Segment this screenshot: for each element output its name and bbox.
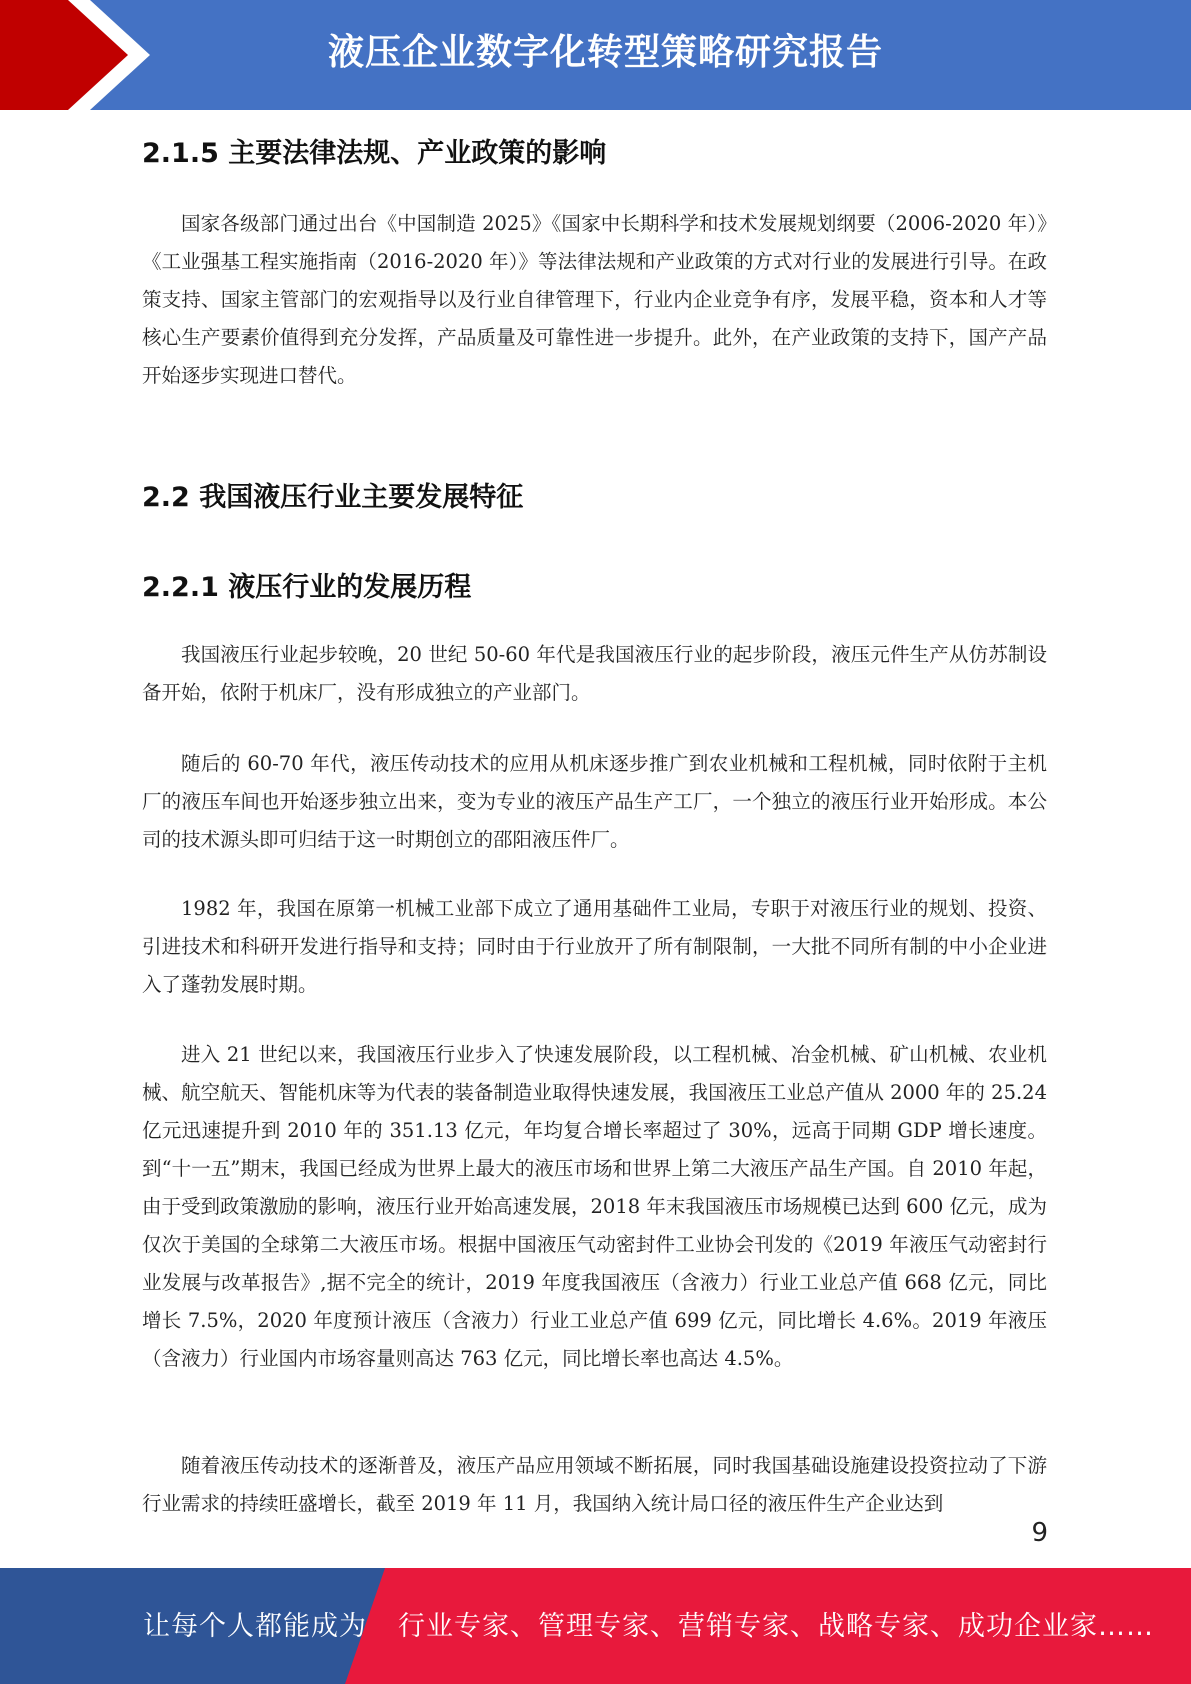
page-footer — [0, 1568, 1191, 1684]
footer-slogan-left: 让每个人都能成为 — [143, 1611, 367, 1642]
footer-slogan-right: 行业专家、管理专家、营销专家、战略专家、成功企业家…… — [398, 1611, 1154, 1642]
paragraph-history-3: 1982 年，我国在原第一机械工业部下成立了通用基础件工业局，专职于对液压行业的规划、投资、引进技术和科研开发进行指导和支持；同时由于行业放开了所有制限制，一大批不同所有制的中小企业进入了蓬勃发展时期。 — [142, 897, 1047, 996]
paragraph-history-1: 我国液压行业起步较晚，20 世纪 50-60 年代是我国液压行业的起步阶段，液压元件生产从仿苏制设备开始，依附于机床厂，没有形成独立的产业部门。 — [142, 643, 1047, 704]
report-title: 液压企业数字化转型策略研究报告 — [327, 32, 883, 73]
page-number: 9 — [1031, 1518, 1048, 1548]
paragraph-policy-impact: 国家各级部门通过出台《中国制造 2025》《国家中长期科学和技术发展规划纲要（2006-2020 年）》《工业强基工程实施指南（2016-2020 年）》等法律法规和产业政策的方式对行业的发展进行引导。在政策支持、国家主管部门的宏观指导以及行业自律管理下，行业内企业竞争有序，发展平稳，资本和人才等核心生产要素价值得到充分发挥，产品质量及可靠性进一步提升。此外，在产业政策的支持下，国产产品开始逐步实现进口替代。 — [142, 212, 1047, 387]
section-heading-2-2: 2.2 我国液压行业主要发展特征 — [142, 482, 524, 513]
section-heading-2-1-5: 2.1.5 主要法律法规、产业政策的影响 — [142, 138, 607, 169]
paragraph-history-5: 随着液压传动技术的逐渐普及，液压产品应用领域不断拓展，同时我国基础设施建设投资拉动了下游行业需求的持续旺盛增长，截至 2019 年 11 月，我国纳入统计局口径的液压件生产企业达到 — [142, 1454, 1047, 1515]
page-header — [0, 0, 1191, 110]
paragraph-history-2: 随后的 60-70 年代，液压传动技术的应用从机床逐步推广到农业机械和工程机械，同时依附于主机厂的液压车间也开始逐步独立出来，变为专业的液压产品生产工厂，一个独立的液压行业开始形成。本公司的技术源头即可归结于这一时期创立的邵阳液压件厂。 — [142, 752, 1047, 851]
section-heading-2-2-1: 2.2.1 液压行业的发展历程 — [142, 572, 472, 603]
paragraph-history-4: 进入 21 世纪以来，我国液压行业步入了快速发展阶段，以工程机械、冶金机械、矿山机械、农业机械、航空航天、智能机床等为代表的装备制造业取得快速发展，我国液压工业总产值从 2000 年的 25.24 亿元迅速提升到 2010 年的 351.13 亿元，年均复合增长率超过了 30%，远高于同期 GDP 增长速度。到“十一五”期末，我国已经成为世界上最大的液压市场和世界上第二大液压产品生产国。自 2010 年起，由于受到政策激励的影响，液压行业开始高速发展，2018 年末我国液压市场规模已达到 600 亿元，成为仅次于美国的全球第二大液压市场。根据中国液压气动密封件工业协会刊发的《2019 年液压气动密封行业发展与改革报告》,据不完全的统计，2019 年度我国液压（含液力）行业工业总产值 668 亿元，同比增长 7.5%，2020 年度预计液压（含液力）行业工业总产值 699 亿元，同比增长 4.6%。2019 年液压（含液力）行业国内市场容量则高达 763 亿元，同比增长率也高达 4.5%。 — [142, 1043, 1047, 1370]
